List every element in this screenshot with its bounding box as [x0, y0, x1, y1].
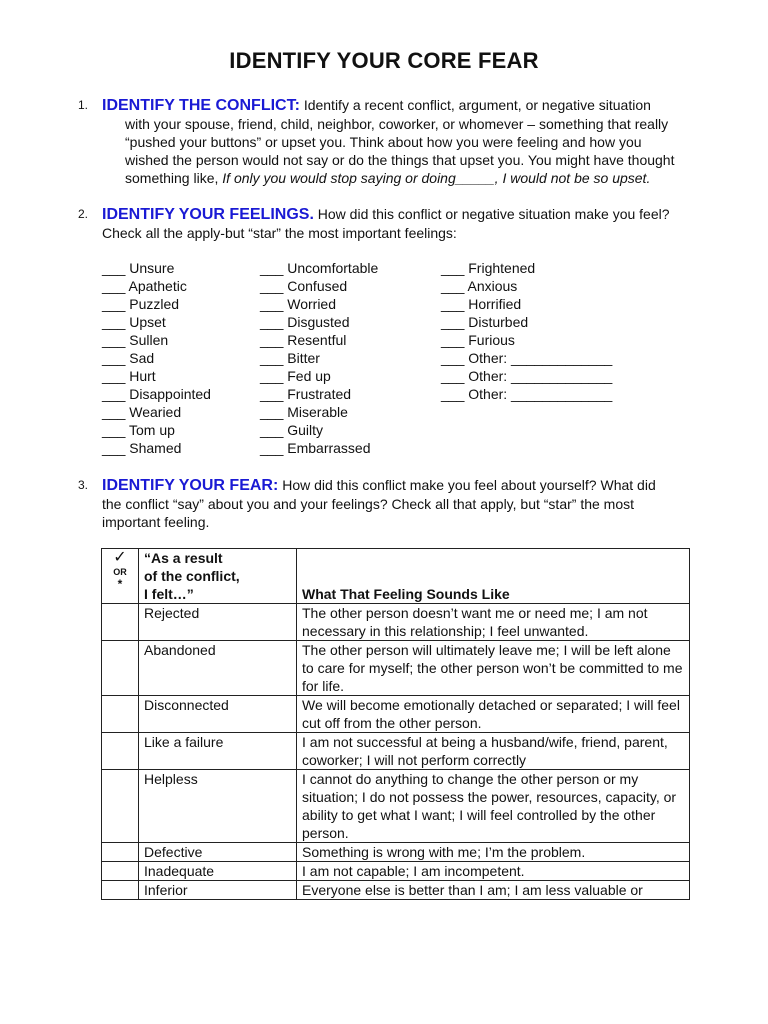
feeling-checkbox-item[interactable]: ___ Disgusted	[260, 314, 350, 330]
section-identify-feelings	[78, 205, 698, 242]
section-number: 2.	[78, 207, 89, 221]
feeling-checkbox-item[interactable]: ___ Miserable	[260, 404, 348, 420]
feelings-column-3	[441, 259, 612, 403]
check-cell[interactable]	[102, 733, 139, 770]
section-text: important feeling.	[102, 514, 210, 530]
check-cell[interactable]	[102, 862, 139, 881]
checkmark-icon: ✓	[113, 549, 127, 566]
feeling-checkbox-item[interactable]: ___ Other: _____________	[441, 368, 613, 384]
feeling-checkbox-item[interactable]: ___ Confused	[260, 278, 348, 294]
sounds-like-cell: The other person will ultimately leave me; I will be left alone to care for myself; the other person won’t be committed to me for life.	[297, 641, 690, 696]
or-label: OR	[113, 567, 127, 577]
feeling-checkbox-item[interactable]: ___ Sad	[102, 350, 155, 366]
section-text: something like,	[125, 170, 223, 186]
section-identify-fear	[78, 476, 698, 531]
table-row	[102, 696, 690, 733]
feeling-checkbox-item[interactable]: ___ Apathetic	[102, 278, 187, 294]
feeling-checkbox-item[interactable]: ___ Sullen	[102, 332, 169, 348]
fear-table	[101, 548, 690, 900]
feeling-checkbox-item[interactable]: ___ Worried	[260, 296, 337, 312]
section-number: 1.	[78, 98, 89, 112]
check-cell[interactable]	[102, 770, 139, 843]
feeling-checkbox-item[interactable]: ___ Horrified	[441, 296, 522, 312]
section-heading: IDENTIFY YOUR FEELINGS.	[102, 206, 314, 223]
feeling-checkbox-item[interactable]: ___ Furious	[441, 332, 515, 348]
example-quote: If only you would stop saying or doing_____, I would not be so upset.	[222, 170, 651, 186]
sounds-like-cell: Everyone else is better than I am; I am less valuable or	[297, 881, 690, 900]
feeling-checkbox-item[interactable]: ___ Hurt	[102, 368, 156, 384]
table-row	[102, 641, 690, 696]
table-row	[102, 881, 690, 900]
sounds-like-cell: I am not successful at being a husband/wife, friend, parent, coworker; I will not perform correctly	[297, 733, 690, 770]
feeling-cell: Disconnected	[139, 696, 297, 733]
check-cell[interactable]	[102, 881, 139, 900]
table-row	[102, 733, 690, 770]
sounds-like-cell: We will become emotionally detached or separated; I will feel cut off from the other person.	[297, 696, 690, 733]
feelings-column-1	[102, 259, 211, 457]
feeling-cell: Inferior	[139, 881, 297, 900]
feeling-checkbox-item[interactable]: ___ Embarrassed	[260, 440, 371, 456]
table-header-row	[102, 549, 690, 604]
feeling-cell: Defective	[139, 843, 297, 862]
feeling-checkbox-item[interactable]: ___ Bitter	[260, 350, 320, 366]
feeling-checkbox-item[interactable]: ___ Other: _____________	[441, 386, 613, 402]
feeling-checkbox-item[interactable]: ___ Frightened	[441, 260, 536, 276]
check-cell[interactable]	[102, 604, 139, 641]
section-heading: IDENTIFY THE CONFLICT:	[102, 97, 300, 114]
sounds-like-cell: The other person doesn’t want me or need me; I am not necessary in this relationship; I feel unwanted.	[297, 604, 690, 641]
feeling-checkbox-item[interactable]: ___ Other: _____________	[441, 350, 613, 366]
section-heading: IDENTIFY YOUR FEAR:	[102, 477, 279, 494]
feeling-cell: Rejected	[139, 604, 297, 641]
feeling-checkbox-item[interactable]: ___ Frustrated	[260, 386, 352, 402]
feelings-column-2	[260, 259, 378, 457]
feeling-cell: Inadequate	[139, 862, 297, 881]
sounds-like-cell: I cannot do anything to change the other person or my situation; I do not possess the power, resources, capacity, or ability to get what I want; I will feel controlled by the other person.	[297, 770, 690, 843]
feeling-checkbox-item[interactable]: ___ Upset	[102, 314, 166, 330]
feeling-checkbox-item[interactable]: ___ Fed up	[260, 368, 331, 384]
feeling-checkbox-item[interactable]: ___ Shamed	[102, 440, 182, 456]
table-row	[102, 770, 690, 843]
check-cell[interactable]	[102, 696, 139, 733]
sounds-like-column-header: What That Feeling Sounds Like	[297, 549, 690, 604]
feeling-cell: Abandoned	[139, 641, 297, 696]
section-identify-conflict	[78, 96, 698, 187]
feeling-checkbox-item[interactable]: ___ Anxious	[441, 278, 518, 294]
table-row	[102, 604, 690, 641]
check-cell[interactable]	[102, 843, 139, 862]
check-column-header	[102, 549, 139, 604]
feeling-checkbox-item[interactable]: ___ Puzzled	[102, 296, 180, 312]
section-text: “pushed your buttons” or upset you. Think about how you were feeling and how you	[125, 134, 642, 150]
feeling-checkbox-item[interactable]: ___ Uncomfortable	[260, 260, 379, 276]
feeling-checkbox-item[interactable]: ___ Wearied	[102, 404, 182, 420]
check-cell[interactable]	[102, 641, 139, 696]
section-text: How did this conflict make you feel about yourself? What did	[282, 477, 656, 493]
feeling-cell: Helpless	[139, 770, 297, 843]
table-row	[102, 862, 690, 881]
feeling-cell: Like a failure	[139, 733, 297, 770]
feeling-checkbox-item[interactable]: ___ Guilty	[260, 422, 324, 438]
feeling-column-header: “As a result of the conflict, I felt…”	[139, 549, 297, 604]
section-number: 3.	[78, 478, 89, 492]
sounds-like-cell: Something is wrong with me; I’m the problem.	[297, 843, 690, 862]
feeling-checkbox-item[interactable]: ___ Unsure	[102, 260, 175, 276]
feeling-checkbox-item[interactable]: ___ Disappointed	[102, 386, 211, 402]
feeling-checkbox-item[interactable]: ___ Resentful	[260, 332, 347, 348]
section-text: wished the person would not say or do the things that upset you. You might have thought	[125, 152, 675, 168]
section-text: How did this conflict or negative situation make you feel?	[317, 206, 670, 222]
section-text: Identify a recent conflict, argument, or negative situation	[303, 97, 651, 113]
section-text: Check all the apply-but “star” the most important feelings:	[102, 225, 457, 241]
feeling-checkbox-item[interactable]: ___ Tom up	[102, 422, 175, 438]
sounds-like-cell: I am not capable; I am incompetent.	[297, 862, 690, 881]
page-title: IDENTIFY YOUR CORE FEAR	[229, 48, 539, 73]
star-icon: *	[117, 577, 123, 591]
table-row	[102, 843, 690, 862]
section-text: the conflict “say” about you and your feelings? Check all that apply, but “star” the most	[102, 496, 635, 512]
feeling-checkbox-item[interactable]: ___ Disturbed	[441, 314, 529, 330]
section-text: with your spouse, friend, child, neighbor, coworker, or whomever – something that really	[125, 116, 669, 132]
